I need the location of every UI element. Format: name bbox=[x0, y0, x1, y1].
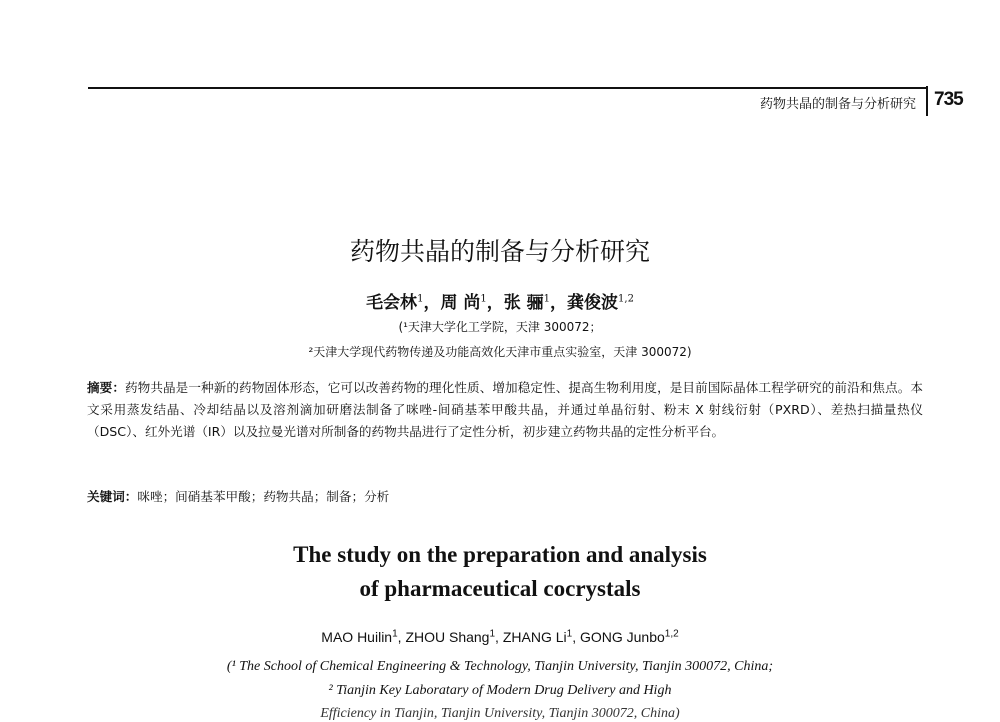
chinese-author: ， 龚俊波$^{1,2}$ bbox=[550, 293, 634, 313]
abstract-text: 药物共晶是一种新的药物固体形态，它可以改善药物的理化性质、增加稳定性、提高生物利用度，是目前国际晶体工程学研究的前沿和焦点。本文采用蒸发结晶、冷却结晶以及溶剂滴加研磨法制备了咪唑-间硝基苯甲酸共晶，并通过单晶衍射、粉末 X 射线衍射（PXRD）、差热扫描量热仪（DSC）、红外光谱（IR）以及拉曼光谱对所制备的药物共晶进行了定性分析，初步建立药物共晶的定性分析平台。 bbox=[87, 380, 924, 439]
chinese-author-list bbox=[0, 288, 1000, 313]
english-author: MAO Huilin$^1$ bbox=[321, 628, 398, 645]
english-author: , GONG Junbo$^{1,2}$ bbox=[572, 629, 679, 645]
english-author: , ZHOU Shang$^1$ bbox=[398, 629, 495, 645]
chinese-affiliation-1: (¹天津大学化工学院，天津 300072； bbox=[398, 320, 602, 334]
chinese-author: ， 张 骊$^1$ bbox=[487, 293, 550, 313]
english-author-list bbox=[0, 628, 1000, 645]
keywords-text: 咪唑；间硝基苯甲酸；药物共晶；制备；分析 bbox=[137, 489, 390, 504]
keywords-label: 关键词： bbox=[87, 489, 138, 504]
chinese-author: ， 周 尚$^1$ bbox=[423, 293, 486, 313]
chinese-abstract bbox=[87, 377, 923, 443]
running-title: 药物共晶的制备与分析研究 bbox=[759, 97, 916, 112]
english-title-line-2: of pharmaceutical cocrystals bbox=[359, 576, 641, 601]
english-affiliation-1: (¹ The School of Chemical Engineering & Technology, Tianjin University, Tianjin 300072, China; bbox=[226, 659, 774, 674]
header-vertical-bar bbox=[926, 86, 928, 116]
english-affiliation-2: ² Tianjin Key Laboratary of Modern Drug Delivery and High bbox=[328, 683, 672, 698]
chinese-author: 毛会林$^1$ bbox=[366, 293, 424, 313]
abstract-label: 摘要： bbox=[87, 380, 126, 395]
page-number: 735 bbox=[934, 89, 963, 110]
english-affiliation-3: Efficiency in Tianjin, Tianjin University, Tianjin 300072, China) bbox=[320, 706, 680, 721]
chinese-affiliation-2: ²天津大学现代药物传递及功能高效化天津市重点实验室，天津 300072) bbox=[308, 345, 692, 359]
english-author: , ZHANG Li$^1$ bbox=[495, 629, 572, 645]
english-title-line-1: The study on the preparation and analysis bbox=[293, 542, 707, 567]
header-rule bbox=[88, 87, 926, 89]
chinese-keywords bbox=[87, 486, 923, 505]
chinese-title: 药物共晶的制备与分析研究 bbox=[349, 237, 650, 266]
